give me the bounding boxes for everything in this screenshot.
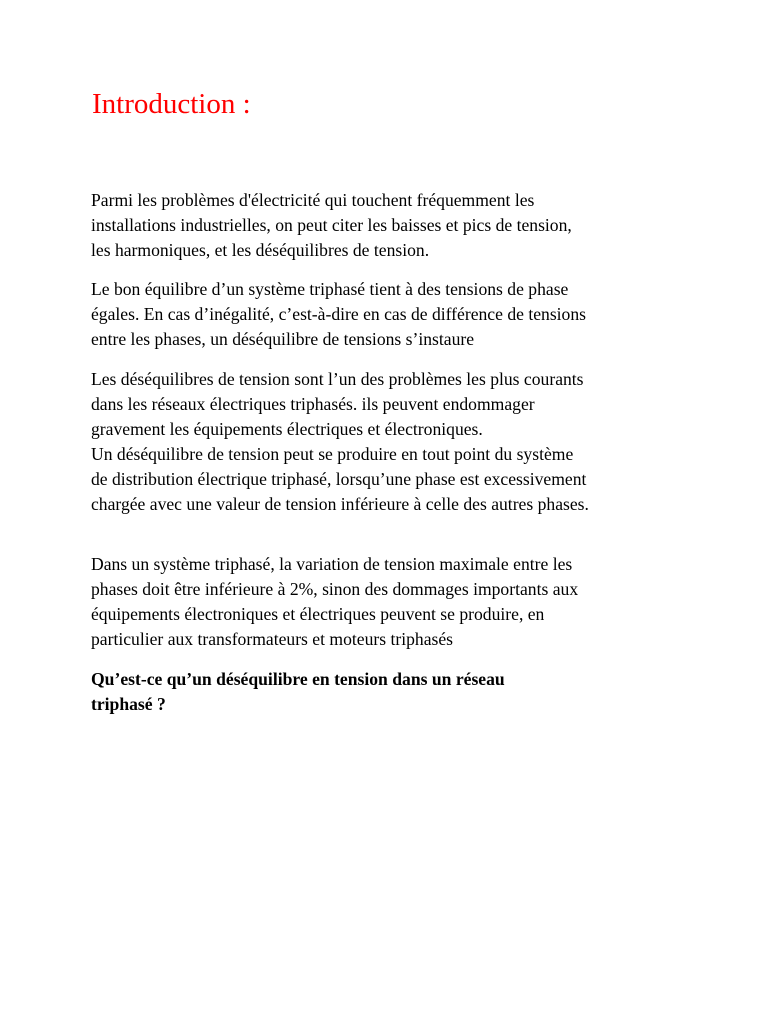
paragraph-line: Parmi les problèmes d'électricité qui touchent fréquemment les — [91, 190, 535, 210]
page-title: Introduction : — [92, 88, 251, 120]
paragraph-line: les harmoniques, et les déséquilibres de tension. — [91, 240, 430, 260]
paragraph-line: entre les phases, un déséquilibre de tensions s’instaure — [91, 329, 475, 349]
question-line: Qu’est-ce qu’un déséquilibre en tension dans un réseau — [91, 669, 505, 689]
paragraph-intro — [91, 188, 691, 263]
paragraph-line: chargée avec une valeur de tension inférieure à celle des autres phases. — [91, 494, 589, 514]
paragraph-line: Un déséquilibre de tension peut se produire en tout point du système — [91, 444, 574, 464]
paragraph-line: Les déséquilibres de tension sont l’un des problèmes les plus courants — [91, 369, 584, 389]
paragraph-line: installations industrielles, on peut citer les baisses et pics de tension, — [91, 215, 572, 235]
paragraph-line: égales. En cas d’inégalité, c’est-à-dire en cas de différence de tensions — [91, 304, 586, 324]
paragraph-equilibrium — [91, 277, 691, 352]
paragraph-line: Le bon équilibre d’un système triphasé tient à des tensions de phase — [91, 279, 569, 299]
paragraph-line: particulier aux transformateurs et moteurs triphasés — [91, 629, 454, 649]
paragraph-line: équipements électroniques et électriques peuvent se produire, en — [91, 604, 545, 624]
paragraph-line: Dans un système triphasé, la variation de tension maximale entre les — [91, 554, 573, 574]
paragraph-line: de distribution électrique triphasé, lorsqu’une phase est excessivement — [91, 469, 587, 489]
paragraph-imbalance — [91, 367, 691, 517]
paragraph-line: phases doit être inférieure à 2%, sinon des dommages importants aux — [91, 579, 579, 599]
paragraph-line: dans les réseaux électriques triphasés. ils peuvent endommager — [91, 394, 535, 414]
paragraph-line: gravement les équipements électriques et électroniques. — [91, 419, 483, 439]
question-heading — [91, 667, 691, 717]
paragraph-variation — [91, 552, 691, 652]
question-line: triphasé ? — [91, 694, 166, 714]
